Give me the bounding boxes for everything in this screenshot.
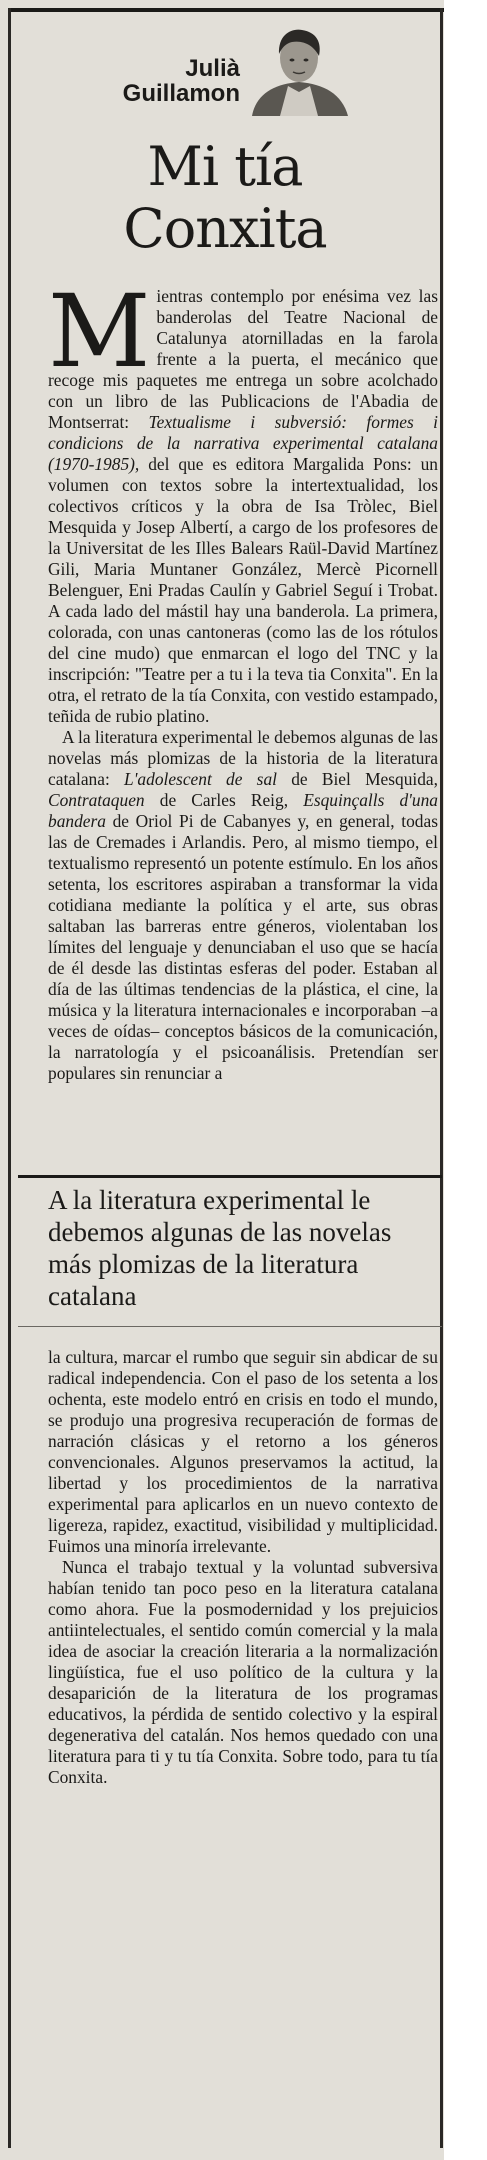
article-body-top [48,273,438,1084]
author-last-name: Guillamon [122,80,240,107]
drop-cap: M [48,273,151,390]
headline-line-2: Conxita [123,197,327,260]
paragraph-4: Nunca el trabajo textual y la voluntad subversiva habían tenido tan poco peso en la literatura catalana como ahora. Fue la posmodernidad y los prejuicios antiintelectuales, el sentido común comercial y la mala idea de asociar la creación literaria a la normalización lingüística, fue el uso político de la cultura y la desaparición de la literatura de los programas educativos, la pérdida de sentido colectivo y la espiral degenerativa del catalán. Nos hemos quedado con una literatura para ti y tu tía Conxita. Sobre todo, para tu tía Conxita. [48,1557,438,1787]
paragraph-2: A la literatura experimental le debemos algunas de las novelas más plomizas de la historia de la literatura catalana: L'adolescent de sal de Biel Mesquida, Contrataquen de Carles Reig, Esquinçalls d'una bandera de Oriol Pi de Cabanyes y, en general, todas las de Cremades i Arlandis. Pero, al mismo tiempo, el textualismo representó un potente estímulo. En los años setenta, los escritores aspiraban a transformar la vida cotidiana mediante la política y el arte, sus obras saltaban las barreras entre géneros, violentaban los límites del lenguaje y denunciaban el uso que se hacía de él desde las distintas esferas del poder. Estaban al día de las últimas tendencias de la plástica, el cine, la música y la literatura internacionales e incorporaban –a veces de oídas– conceptos básicos de la comunicación, la narratología y el psicoanálisis. Pretendían ser populares sin renunciar a [48,727,438,1083]
author-photo [244,22,354,116]
author-byline [80,56,240,106]
headline-line-1: Mi tía [147,135,303,198]
top-rule [8,8,444,12]
headline [20,136,430,260]
page-margin [444,0,487,2160]
pull-quote: A la literatura experimental le debemos algunas de las novelas más plomizas de la literatura catalana [48,1185,392,1311]
paragraph-1: Mientras contemplo por enésima vez las banderolas del Teatre Nacional de Catalunya atornilladas en la farola frente a la puerta, el mecánico que recoge mis paquetes me entrega un sobre acolchado con un libro de las Publicacions de l'Abadia de Montserrat: Textualisme i subversió: formes i condicions de la narrativa experimental catalana (1970-1985), del que es editora Margalida Pons: un volumen con textos sobre la intertextualidad, los colectivos críticos y la obra de Isa Tròlec, Biel Mesquida y Josep Albertí, a cargo de los profesores de la Universitat de les Illes Balears Raül-David Martínez Gili, Maria Muntaner González, Mercè Picornell Belenguer, Eni Pradas Caulín y Gabriel Seguí i Trobat. A cada lado del mástil hay una banderola. La primera, colorada, con unas cantoneras (como las de los rótulos del cine mudo) que enmarcan el logo del TNC y la inscripción: "Teatre per a tu i la teva tia Conxita". En la otra, el retrato de la tía Conxita, con vestido estampado, teñida de rubio platino. [48,273,438,726]
article-body-bottom [48,1347,438,1788]
right-column-rule [440,8,443,2148]
left-column-rule [8,8,11,2148]
paragraph-3: la cultura, marcar el rumbo que seguir sin abdicar de su radical independencia. Con el paso de los setenta a los ochenta, este modelo entró en crisis en todo el mundo, se produjo una progresiva recuperación de formas de narración clásicas y el retorno a los géneros convencionales. Algunos preservamos la actitud, la libertad y los procedimientos de la narrativa experimental para aplicarlos en un nuevo contexto de ligereza, rapidez, exactitud, visibilidad y multiplicidad. Fuimos una minoría irrelevante. [48,1347,438,1556]
pullquote-top-rule [18,1175,442,1178]
author-first-name: Julià [185,55,240,82]
pullquote-bottom-rule [18,1326,442,1327]
book-title: Textualisme i subversió: formes i condicions de la narrativa experimental catalana (1970-1985), [48,412,438,474]
